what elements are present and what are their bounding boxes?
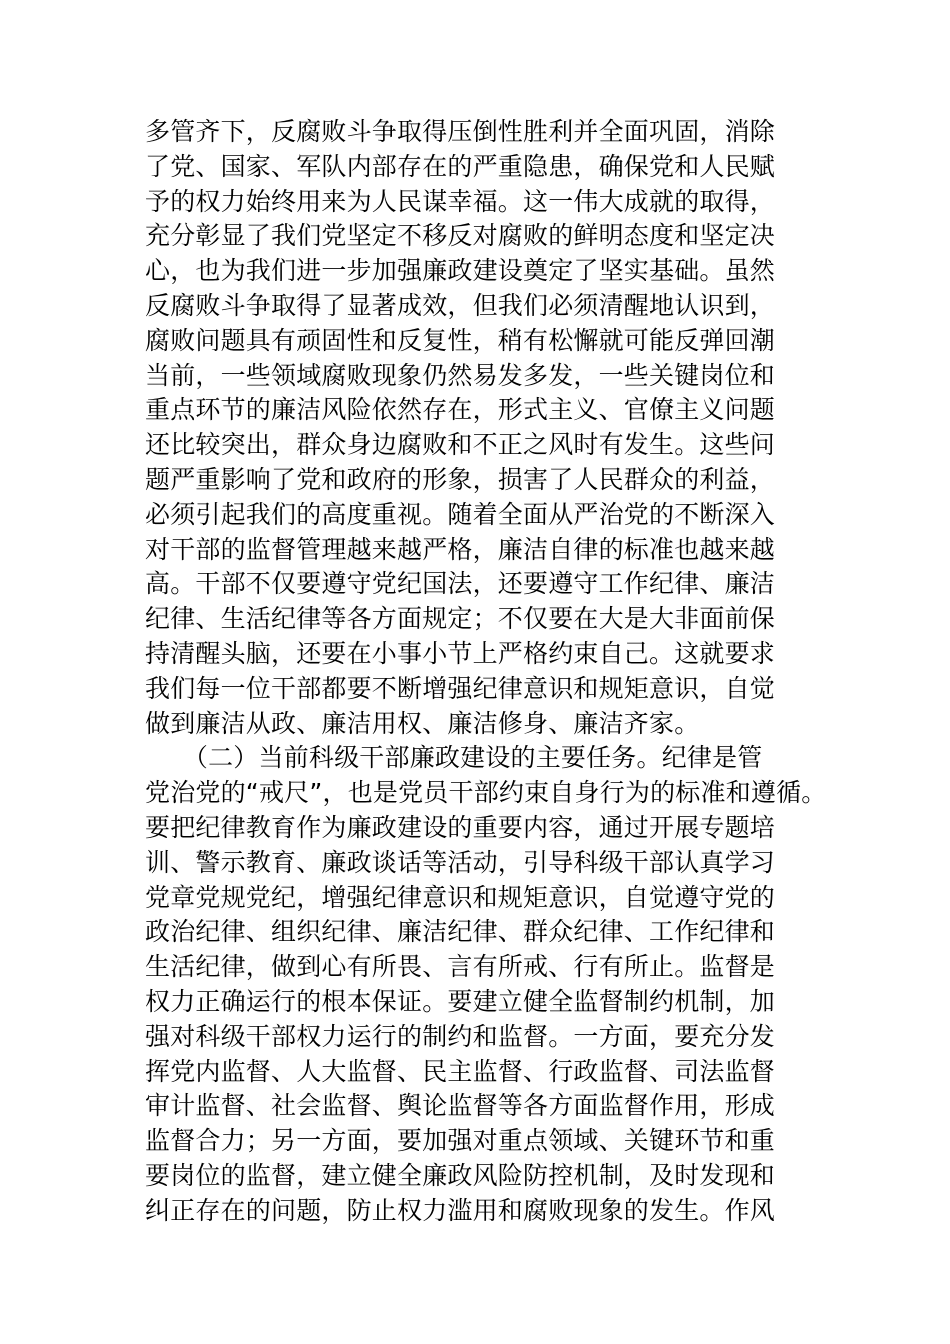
- text-line: 审计监督、社会监督、舆论监督等各方面监督作用，形成: [145, 1091, 776, 1121]
- text-line: 权力正确运行的根本保证。要建立健全监督制约机制，加: [145, 986, 776, 1016]
- text-line: 持清醒头脑，还要在小事小节上严格约束自己。这就要求: [145, 638, 776, 668]
- text-line: 监督合力；另一方面，要加强对重点领域、关键环节和重: [145, 1126, 776, 1156]
- text-line: 党治党的“戒尺”，也是党员干部约束自身行为的标准和遵循。: [145, 778, 827, 808]
- text-line: 心，也为我们进一步加强廉政建设奠定了坚实基础。虽然: [145, 256, 776, 286]
- text-line: 还比较突出，群众身边腐败和不正之风时有发生。这些问: [145, 430, 776, 460]
- text-line: 对干部的监督管理越来越严格，廉洁自律的标准也越来越: [145, 534, 776, 564]
- text-line: 做到廉洁从政、廉洁用权、廉洁修身、廉洁齐家。: [145, 708, 700, 738]
- text-line: 纠正存在的问题，防止权力滥用和腐败现象的发生。作风: [145, 1195, 776, 1225]
- text-line: 高。干部不仅要遵守党纪国法，还要遵守工作纪律、廉洁: [145, 569, 776, 599]
- text-line: 多管齐下，反腐败斗争取得压倒性胜利并全面巩固，消除: [145, 117, 776, 146]
- text-line: 当前，一些领域腐败现象仍然易发多发，一些关键岗位和: [145, 360, 776, 390]
- text-line: 必须引起我们的高度重视。随着全面从严治党的不断深入: [145, 499, 776, 529]
- text-line: 题严重影响了党和政府的形象，损害了人民群众的利益，: [145, 464, 776, 494]
- text-line: 挥党内监督、人大监督、民主监督、行政监督、司法监督: [145, 1056, 776, 1086]
- section-heading-line: （二）当前科级干部廉政建设的主要任务。纪律是管: [145, 743, 763, 773]
- text-line: 党章党规党纪，增强纪律意识和规矩意识，自觉遵守党的: [145, 882, 776, 912]
- text-line: 我们每一位干部都要不断增强纪律意识和规矩意识，自觉: [145, 673, 776, 703]
- text-line: 要把纪律教育作为廉政建设的重要内容，通过开展专题培: [145, 812, 776, 842]
- text-line: 予的权力始终用来为人民谋幸福。这一伟大成就的取得，: [145, 186, 776, 216]
- text-line: 重点环节的廉洁风险依然存在，形式主义、官僚主义问题: [145, 395, 776, 425]
- text-line: 生活纪律，做到心有所畏、言有所戒、行有所止。监督是: [145, 952, 776, 982]
- text-line: 了党、国家、军队内部存在的严重隐患，确保党和人民赋: [145, 151, 776, 181]
- text-line: 反腐败斗争取得了显著成效，但我们必须清醒地认识到，: [145, 290, 776, 320]
- body-text: [145, 115, 825, 1229]
- text-line: 要岗位的监督，建立健全廉政风险防控机制，及时发现和: [145, 1160, 776, 1190]
- text-line: 训、警示教育、廉政谈话等活动，引导科级干部认真学习: [145, 847, 776, 877]
- text-line: 强对科级干部权力运行的制约和监督。一方面，要充分发: [145, 1021, 776, 1051]
- text-line: 腐败问题具有顽固性和反复性，稍有松懈就可能反弹回潮: [145, 325, 776, 355]
- text-line: 充分彰显了我们党坚定不移反对腐败的鲜明态度和坚定决: [145, 221, 776, 251]
- text-line: 纪律、生活纪律等各方面规定；不仅要在大是大非面前保: [145, 604, 776, 634]
- text-line: 政治纪律、组织纪律、廉洁纪律、群众纪律、工作纪律和: [145, 917, 776, 947]
